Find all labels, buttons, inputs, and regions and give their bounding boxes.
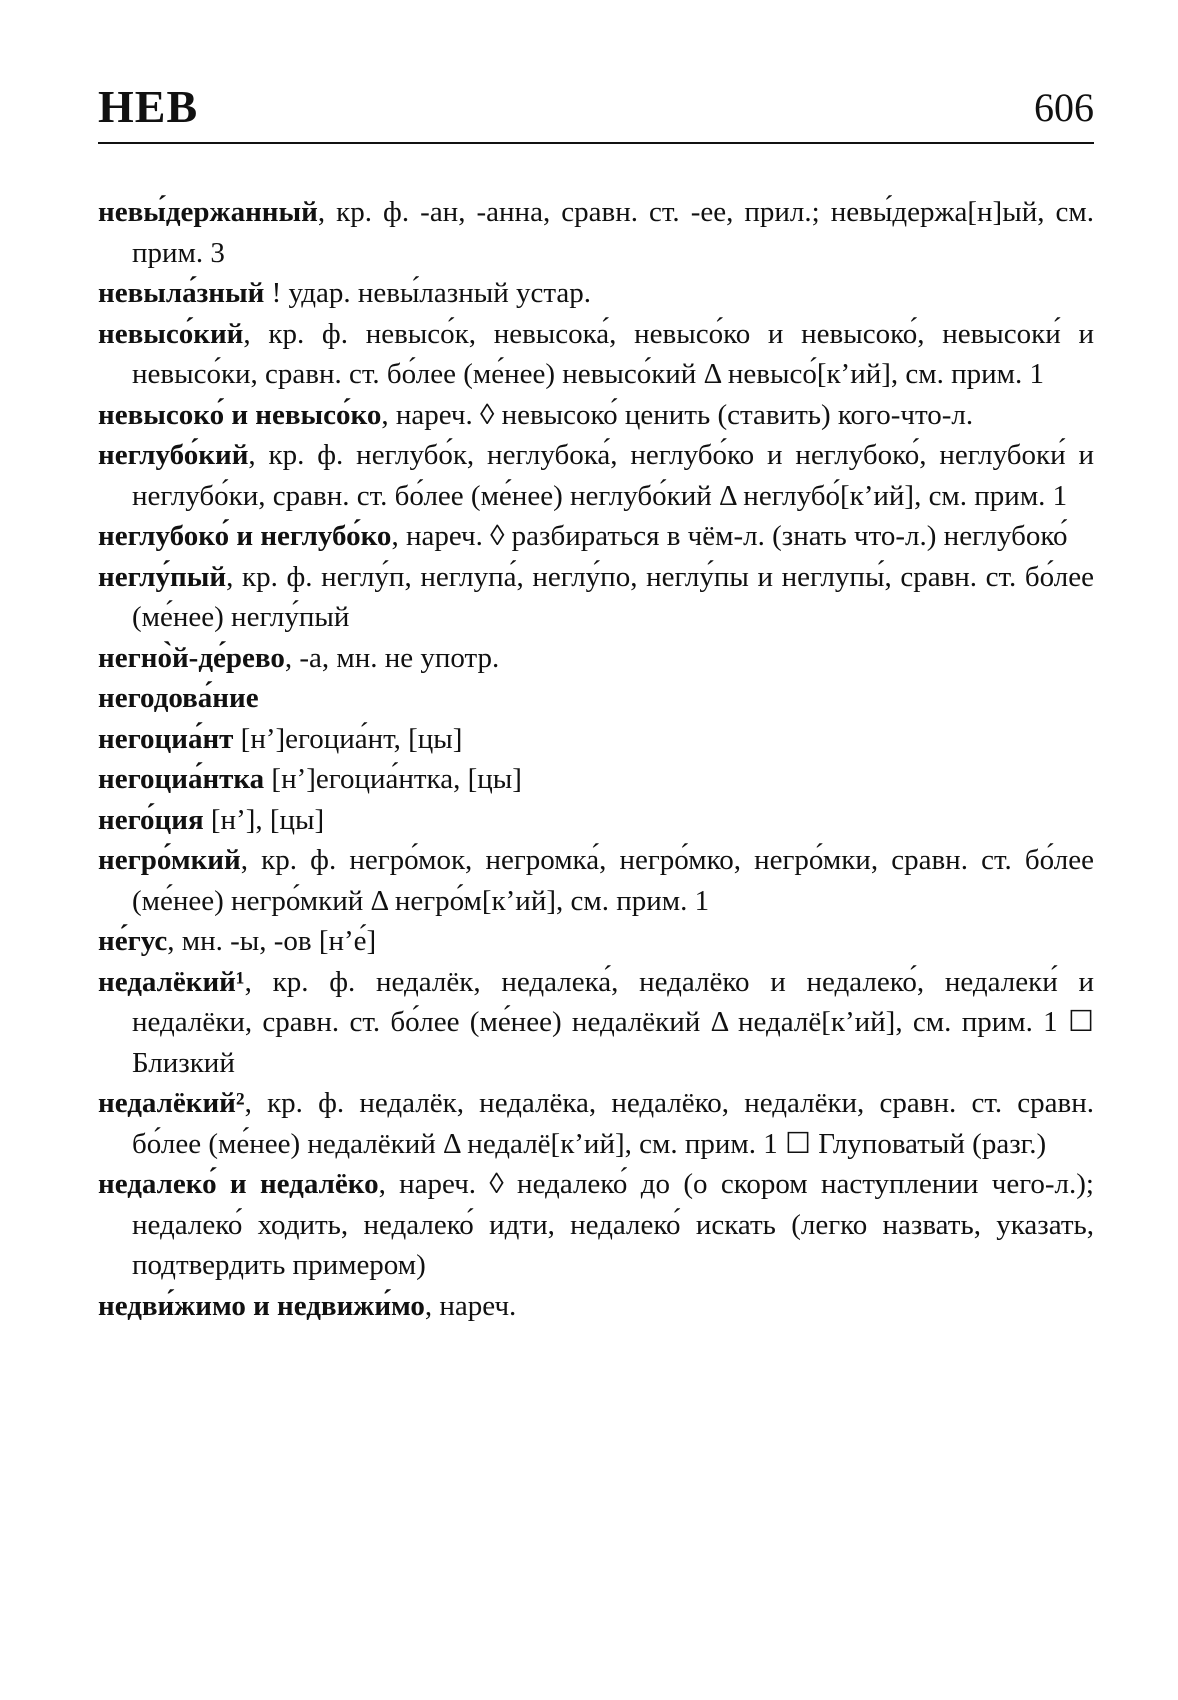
entry-body: , кр. ф. недалёк, недалёка, недалёко, недалёки, сравн. ст. сравн. бо́лее (ме́нее) недалёкий Δ недалё[кʼий], см. прим. 1 ☐ Глуповатый (разг.) [132, 1087, 1094, 1160]
entry-headword: негоциа́нт [98, 722, 234, 755]
entry-headword: неглубоко́ и неглубо́ко [98, 520, 392, 552]
dictionary-entry [98, 962, 1094, 1084]
entry-body: , кр. ф. неглубо́к, неглубока́, неглубо́ко и неглубоко́, неглубоки́ и неглубо́ки, сравн. ст. бо́лее (ме́нее) неглубо́кий Δ неглубо́[кʼий], см. прим. 1 [132, 439, 1094, 512]
entry-body: , нареч. [424, 1289, 517, 1322]
dictionary-entry [98, 921, 1094, 962]
entry-body: , нареч. ◊ невысоко́ ценить (ставить) кого-что-л. [381, 398, 974, 431]
dictionary-entry [98, 557, 1094, 638]
entry-body: , кр. ф. неглу́п, неглупа́, неглу́по, неглу́пы и неглупы́, сравн. ст. бо́лее (ме́нее) неглу́пый [132, 560, 1094, 633]
page-number: 606 [1034, 85, 1094, 130]
entry-body: [нʼ]егоциа́нтка, [цы] [264, 763, 522, 795]
entry-headword: негодова́ние [98, 682, 259, 714]
entry-headword: невы́держанный [98, 196, 318, 228]
dictionary-entry [98, 719, 1094, 760]
dictionary-entry [98, 516, 1094, 557]
dictionary-entry [98, 395, 1094, 436]
entry-headword: недалеко́ и недалёко [98, 1168, 379, 1200]
entry-headword: него́ция [98, 803, 204, 836]
entry-headword: негно̀й-де́рево [98, 641, 285, 674]
entry-body: , -а, мн. не употр. [284, 641, 500, 674]
entry-headword: недви́жимо и недвижи́мо [98, 1289, 425, 1322]
dictionary-entry [98, 1164, 1094, 1286]
dictionary-entry [98, 1286, 1094, 1327]
running-head: НЕВ [98, 81, 199, 132]
entry-headword: недалёкий¹ [98, 965, 245, 998]
dictionary-entry [98, 273, 1094, 314]
dictionary-entry [98, 759, 1094, 800]
dictionary-entry [98, 678, 1094, 719]
entry-body: , кр. ф. невысо́к, невысока́, невысо́ко и невысоко́, невысоки́ и невысо́ки, сравн. ст. бо́лее (ме́нее) невысо́кий Δ невысо́[кʼий], см. прим. 1 [132, 317, 1094, 390]
dictionary-entry [98, 800, 1094, 841]
entry-headword: невысо́кий [98, 317, 244, 350]
entry-headword: неглубо́кий [98, 439, 249, 471]
entry-headword: неглу́пый [98, 560, 227, 593]
dictionary-entry [98, 314, 1094, 395]
entry-body: [нʼ]егоциа́нт, [цы] [233, 722, 463, 755]
page-header [98, 78, 1094, 144]
entry-body: ! удар. невы́лазный устар. [264, 277, 591, 309]
entry-headword: недалёкий² [98, 1087, 245, 1119]
dictionary-entry [98, 638, 1094, 679]
entry-headword: негро́мкий [98, 844, 241, 876]
entry-body: [нʼ], [цы] [203, 803, 325, 836]
entry-body: , кр. ф. негро́мок, негромка́, негро́мко, негро́мки, сравн. ст. бо́лее (ме́нее) негро́мкий Δ негро́м[кʼий], см. прим. 1 [132, 844, 1094, 917]
dictionary-entry [98, 840, 1094, 921]
dictionary-entry [98, 192, 1094, 273]
entry-body: , нареч. ◊ разбираться в чём-л. (знать что-л.) неглубоко́ [391, 520, 1068, 552]
entry-body: , мн. -ы, -ов [нʼе́] [167, 925, 377, 957]
entry-body: , нареч. ◊ недалеко́ до (о скором наступлении чего-л.); недалеко́ ходить, недалеко́ идти, недалеко́ искать (легко назвать, указать, подтвердить примером) [132, 1168, 1094, 1281]
entry-body: , кр. ф. -ан, -анна, сравн. ст. -ее, прил.; невы́держа[н]ый, см. прим. 3 [132, 196, 1094, 269]
entry-headword: невыла́зный [98, 277, 265, 309]
entry-body: , кр. ф. недалёк, недалека́, недалёко и недалеко́, недалеки́ и недалёки, сравн. ст. бо́лее (ме́нее) недалёкий Δ недалё[кʼий], см. прим. 1 ☐ Близкий [132, 965, 1094, 1079]
entry-headword: негоциа́нтка [98, 763, 265, 795]
entry-headword: не́гус [98, 925, 168, 957]
dictionary-entry [98, 1083, 1094, 1164]
dictionary-entry [98, 435, 1094, 516]
entry-list [98, 192, 1094, 1326]
entry-headword: невысоко́ и невысо́ко [98, 398, 382, 431]
